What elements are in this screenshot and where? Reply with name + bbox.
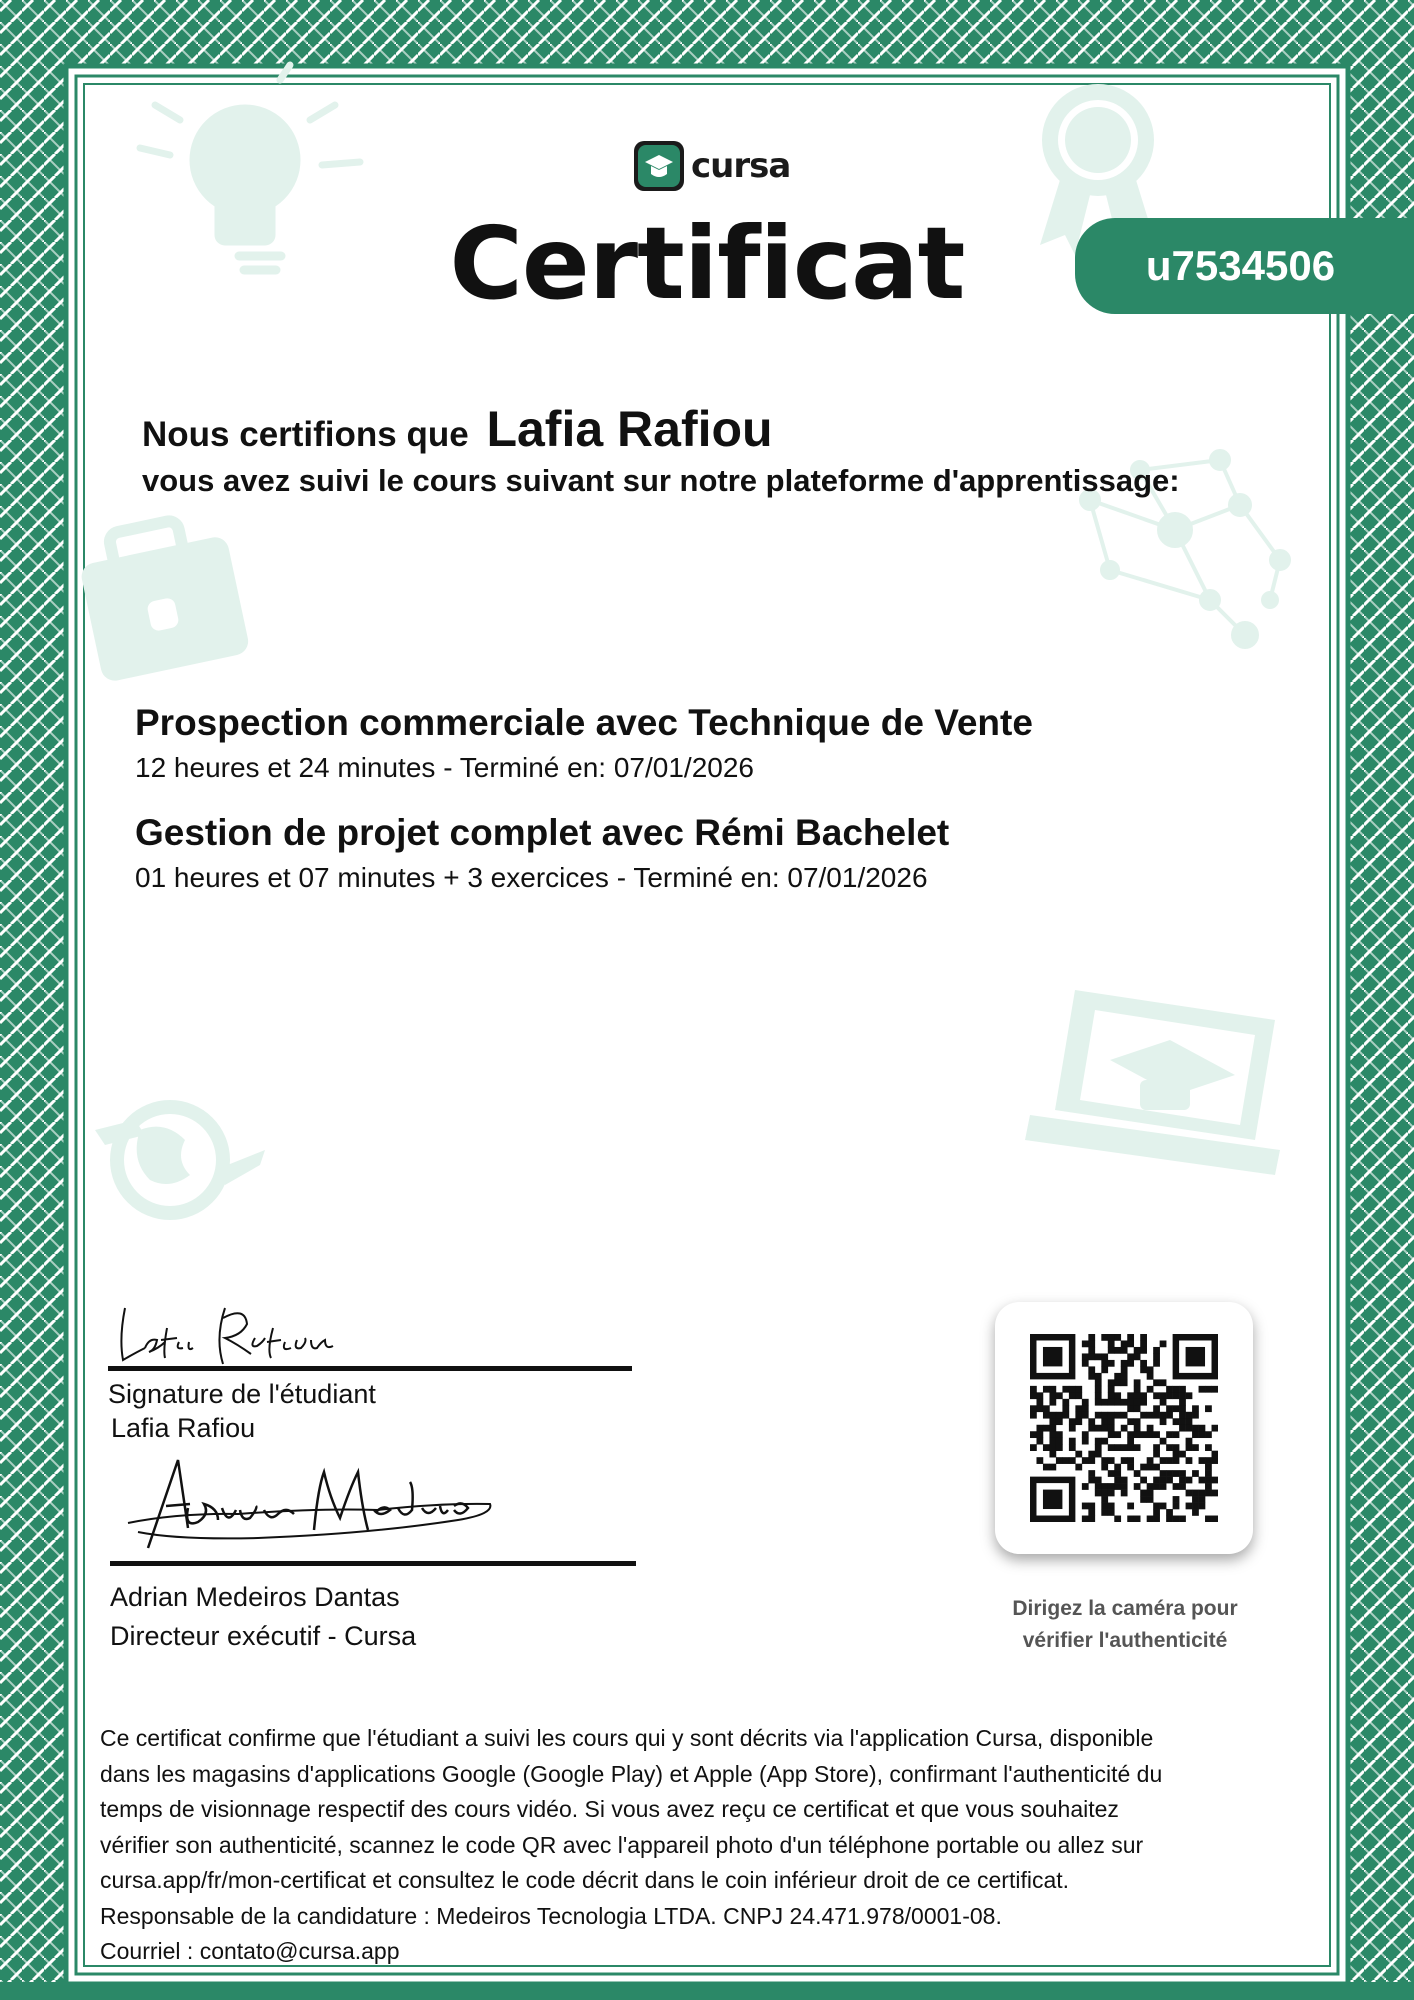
legal-line: Ce certificat confirme que l'étudiant a suivi les cours qui y sont décrits via l'application Cursa, disponible xyxy=(100,1725,1154,1751)
student-signature-line xyxy=(108,1366,632,1371)
course-title: Gestion de projet complet avec Rémi Bachelet xyxy=(135,812,950,853)
qr-caption xyxy=(975,1593,1275,1657)
certificate-title: Certificat xyxy=(449,205,965,322)
student-signature-label: Signature de l'étudiant xyxy=(108,1379,376,1409)
course-meta: 12 heures et 24 minutes - Terminé en: 07/01/2026 xyxy=(135,752,754,783)
certify-intro-text: Nous certifions que xyxy=(142,415,469,454)
qr-caption-line1: Dirigez la caméra pour xyxy=(1012,1597,1238,1620)
qr-code-icon xyxy=(1030,1334,1218,1522)
qr-caption-line2: vérifier l'authenticité xyxy=(1022,1629,1228,1652)
certify-intro xyxy=(142,400,773,458)
brand-logo xyxy=(633,140,790,192)
brand-name: cursa xyxy=(691,146,791,186)
student-name: Lafia Rafiou xyxy=(486,401,773,457)
qr-code-card xyxy=(995,1302,1253,1554)
course-title: Prospection commerciale avec Technique de Vente xyxy=(135,702,1033,743)
student-name-printed: Lafia Rafiou xyxy=(111,1413,256,1443)
director-signature-image xyxy=(118,1448,498,1558)
cursa-logo-icon xyxy=(633,140,685,192)
legal-line: vérifier son authenticité, scannez le code QR avec l'appareil photo d'un téléphone portable ou allez sur xyxy=(100,1831,1144,1858)
legal-line: Courriel : contato@cursa.app xyxy=(100,1938,400,1964)
director-signature-line xyxy=(110,1561,636,1566)
legal-line: temps de visionnage respectif des cours vidéo. Si vous avez reçu ce certificat et que vous souhaitez xyxy=(100,1796,1119,1822)
course-meta: 01 heures et 07 minutes + 3 exercices - Terminé en: 07/01/2026 xyxy=(135,862,928,893)
director-name: Adrian Medeiros Dantas xyxy=(110,1582,400,1612)
legal-line: dans les magasins d'applications Google (Google Play) et Apple (App Store), confirmant l'authenticité du xyxy=(100,1760,1163,1787)
certify-intro-line2: vous avez suivi le cours suivant sur notre plateforme d'apprentissage: xyxy=(142,463,1180,498)
legal-line: cursa.app/fr/mon-certificat et consultez le code décrit dans le coin inférieur droit de ce certificat. xyxy=(100,1867,1070,1893)
certificate-legal-text xyxy=(100,1721,1315,1970)
certificate-code-badge: u7534506 xyxy=(1075,218,1414,314)
legal-line: Responsable de la candidature : Medeiros Tecnologia LTDA. CNPJ 24.471.978/0001-08. xyxy=(100,1902,1002,1929)
director-role: Directeur exécutif - Cursa xyxy=(110,1621,417,1651)
